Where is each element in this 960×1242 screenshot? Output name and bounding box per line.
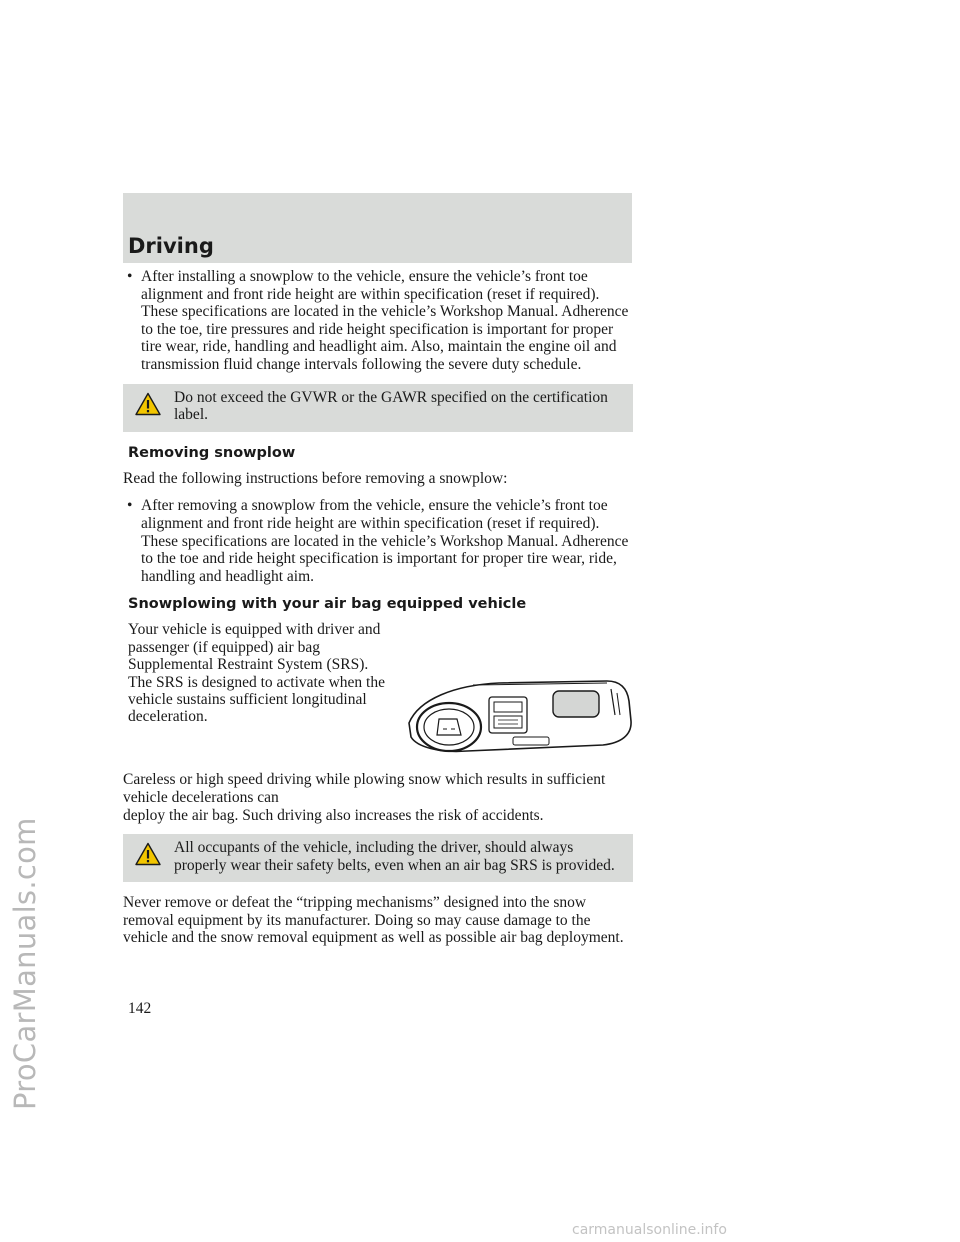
airbag-text: Your vehicle is equipped with driver and passenger (if equipped) air bag Supplemental Restraint System (SRS). The SRS is designed to activate when the vehicle sustains sufficient longitudinal deceleration.	[128, 621, 385, 726]
warning-gvwr-text: Do not exceed the GVWR or the GAWR specified on the certification label.	[174, 388, 608, 424]
section-title: Driving	[128, 234, 214, 258]
warning-belts-first-line: All occupants of the vehicle, including the driver, should always	[174, 839, 574, 857]
warning-triangle-icon	[135, 842, 161, 866]
install-bullet	[123, 268, 633, 374]
careless-para-line-1: Careless or high speed driving while plowing snow which results in sufficient vehicle decelerations can	[123, 771, 606, 806]
warning-safety-belts	[123, 834, 633, 882]
warning-triangle-icon	[135, 392, 161, 416]
airbag-heading: Snowplowing with your air bag equipped vehicle	[128, 596, 527, 613]
install-bullet-text: After installing a snowplow to the vehicle, ensure the vehicle’s front toe alignment and front ride height are within specification (reset if required). These specifications are located in the vehicle’s Workshop Manual. Adherence to the toe, tire pressures and ride height specification is important for proper tire wear, ride, handling and headlight aim. Also, maintain the engine oil and transmission fluid change intervals following the severe duty schedule.	[141, 268, 629, 373]
dashboard-airbag-illustration	[403, 671, 633, 761]
bullet-dot: •	[127, 268, 133, 285]
careless-para-line-2: deploy the air bag. Such driving also increases the risk of accidents.	[123, 806, 544, 824]
warning-belts-rest: properly wear their safety belts, even when an air bag SRS is provided.	[174, 856, 615, 874]
removing-intro: Read the following instructions before removing a snowplow:	[123, 469, 508, 487]
removing-heading: Removing snowplow	[128, 444, 296, 461]
bullet-dot: •	[127, 497, 133, 515]
side-watermark: ProCarManuals.com	[8, 817, 42, 1110]
tripping-para: Never remove or defeat the “tripping mechanisms” designed into the snow removal equipment by its manufacturer. Doing so may cause damage to the vehicle and the snow removal equipment as well as possible air bag deployment.	[123, 894, 624, 947]
airbag-block	[123, 621, 633, 763]
removal-bullet-text: After removing a snowplow from the vehicle, ensure the vehicle’s front toe alignment and front ride height are within specification (reset if required). These specifications are located in the vehicle’s Workshop Manual. Adherence to the toe and ride height specification is important for proper tire wear, ride, handling and headlight aim.	[141, 497, 629, 585]
removal-bullet	[123, 497, 633, 585]
page-number: 142	[128, 1000, 152, 1017]
bottom-watermark: carmanualsonline.info	[572, 1222, 727, 1238]
page-content	[123, 268, 633, 957]
warning-gvwr	[123, 384, 633, 432]
careless-para	[123, 771, 633, 824]
